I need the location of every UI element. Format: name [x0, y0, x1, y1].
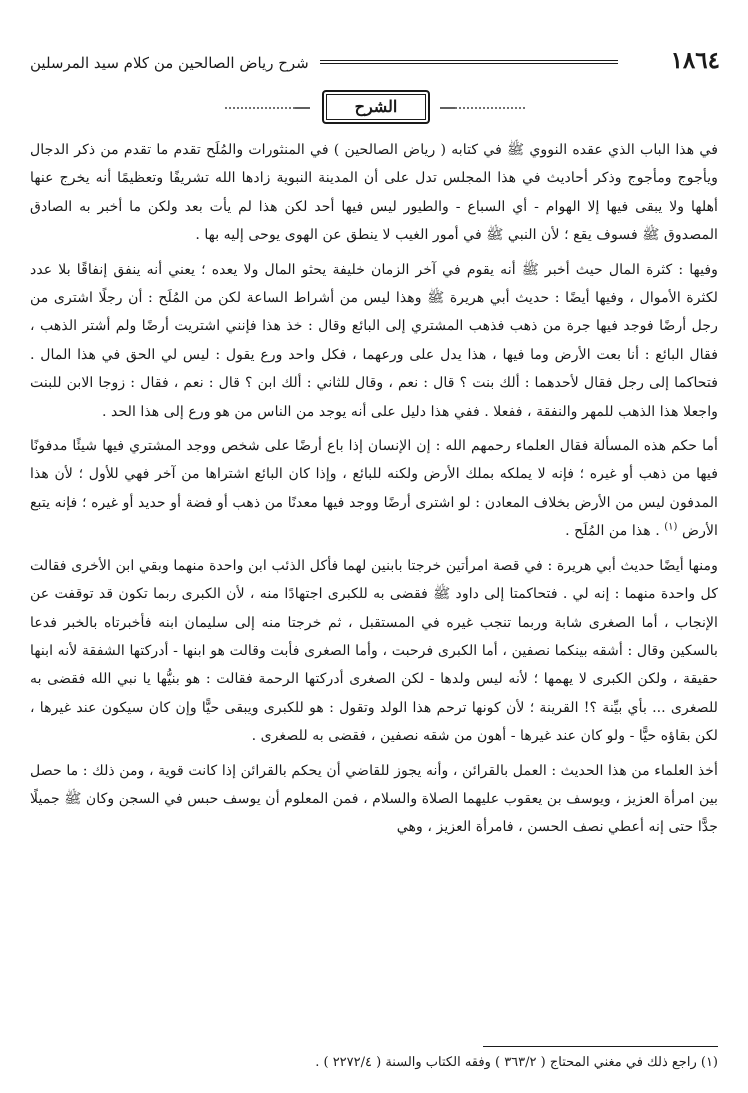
page-number: ١٨٦٤: [670, 47, 720, 74]
paragraph-1: في هذا الباب الذي عقده النووي ﷺ في كتابه ( رياض الصالحين ) في المنثورات والمُلَح تقدم ما تقدم من ذكر الدجال ويأجوج ومأجوج وذكر أحاديث في هذا المجلس تدل على أن المدينة النبوية زادها الله تشريفًا وتعظيمًا أنه يخرج عنها أهلها ولا يبقى فيها إلا الهوام - أي السباع - والطيور ليس فيها أحد لكن هذا لم يأت بعد ولكن ما أخبر به الصادق المصدوق ﷺ فسوف يقع ؛ لأن النبي ﷺ في أمور الغيب لا ينطق عن الهوى يوحى إليه بها .: [30, 142, 718, 244]
section-heading: [225, 90, 525, 124]
paragraph-2: وفيها : كثرة المال حيث أخبر ﷺ أنه يقوم في آخر الزمان خليفة يحثو المال ولا يعده ؛ يعني أنه ينفق إنفاقًا بلا عدد لكثرة الأموال ، وفيها أيضًا : حديث أبي هريرة ﷺ وهذا ليس من أشراط الساعة لكن من المُلَح : أن رجلًا اشترى من رجل أرضًا فوجد فيها جرة من ذهب فذهب المشتري إلى البائع وقال : خذ هذا فإنني اشتريت أرضًا ولم أشتر الذهب ، فقال البائع : أنا بعت الأرض وما فيها ، هذا يدل على ورعهما ، فكل واحد ورع يقول : ليس لي الحق في هذا المال . فتحاكما إلى رجل فقال لأحدهما : ألك بنت ؟ قال : نعم ، وقال للثاني : ألك ابن ؟ قال : نعم ، فقال : زوجا الابن للبنت واجعلا هذا الذهب للمهر والنفقة ، ففعلا . ففي هذا دليل على أنه يوجد من الناس من هو ورع إلى هذا الحد .: [30, 261, 718, 420]
section-title: الشرح: [322, 90, 430, 124]
paragraph-5: أخذ العلماء من هذا الحديث : العمل بالقرائن ، وأنه يجوز للقاضي أن يحكم بالقرائن إذا كانت قوية ، ومن ذلك : ما حصل بين امرأة العزيز ، ويوسف بن يعقوب عليهما الصلاة والسلام ، فمن المعلوم أن يوسف حبس في السجن وكان ﷺ جميلًا جدًّا حتى إنه أعطي نصف الحسن ، فامرأة العزيز ، وهي: [30, 762, 718, 836]
paragraph-3: [30, 432, 718, 546]
footnote-marker[interactable]: (١): [664, 521, 678, 533]
paragraph-4: ومنها أيضًا حديث أبي هريرة : في قصة امرأتين خرجتا بابنين لهما فأكل الذئب ابن واحدة منهما وبقي ابن الأخرى فقالت كل واحدة منهما : إنه لي . فتحاكمتا إلى داود ﷺ فقضى به للكبرى اجتهادًا منه ، لأن الكبرى ربما تكون قد توقفت عن الإنجاب ، أما الصغرى شابة وربما تنجب غيره في المستقبل ، ثم خرجتا منه إلى سليمان ابنه فأخبرتاه بالخبر فدعا بالسكين وقال : أشقه بينكما نصفين ، أما الكبرى فرحبت ، وأما الصغرى فأبت وقالت هو ابنها - أدركتها الشفقة لأنه ابنها حقيقة ، ولكن الكبرى لا يهمها ؛ لأنه ليس ولدها - لكن الصغرى أدركتها الرحمة فقالت : هو بنيُّها يا نبي الله فقضى به للصغرى ... بأي بيِّنة ؟! القرينة ؛ لأن كونها ترحم هذا الولد وتقول : هو للكبرى ويبقى حيًّا وإن كان سيكون عند غيرها ، لكن بقاؤه حيًّا - ولو كان عند غيرها - أهون من شقه نصفين ، فقضى به للصغرى .: [30, 557, 718, 745]
paragraph-3-text: أما حكم هذه المسألة فقال العلماء رحمهم الله : إن الإنسان إذا باع أرضًا على شخص ووجد المشتري فيها شيئًا مدفونًا فيها من ذهب أو غيره ؛ فإنه لا يملكه بملك الأرض ولكنه للبائع ، وإذا كان البائع اشتراها من آخر فهي للأول ؛ لأن هذا المدفون ليس من الأرض بخلاف المعادن : لو اشترى أرضًا ووجد فيها معدنًا من ذهب أو فضة أو حديد أو غيره ؛ فإنه يتبع الأرض: [30, 438, 718, 540]
footnote: (١) راجع ذلك في مغني المحتاج ( ٣٦٣/٢ ) وفقه الكتاب والسنة ( ٢٢٧٢/٤ ) .: [315, 1055, 718, 1070]
ornament-line-left: [225, 106, 310, 108]
running-header: [30, 46, 720, 80]
header-rule: [320, 60, 618, 64]
body-text: [30, 136, 718, 848]
ornament-line-right: [440, 106, 525, 108]
footnote-rule: [483, 1046, 718, 1047]
paragraph-3-tail: . هذا من المُلَح .: [565, 523, 660, 540]
running-title: شرح رياض الصالحين من كلام سيد المرسلين: [30, 54, 309, 72]
